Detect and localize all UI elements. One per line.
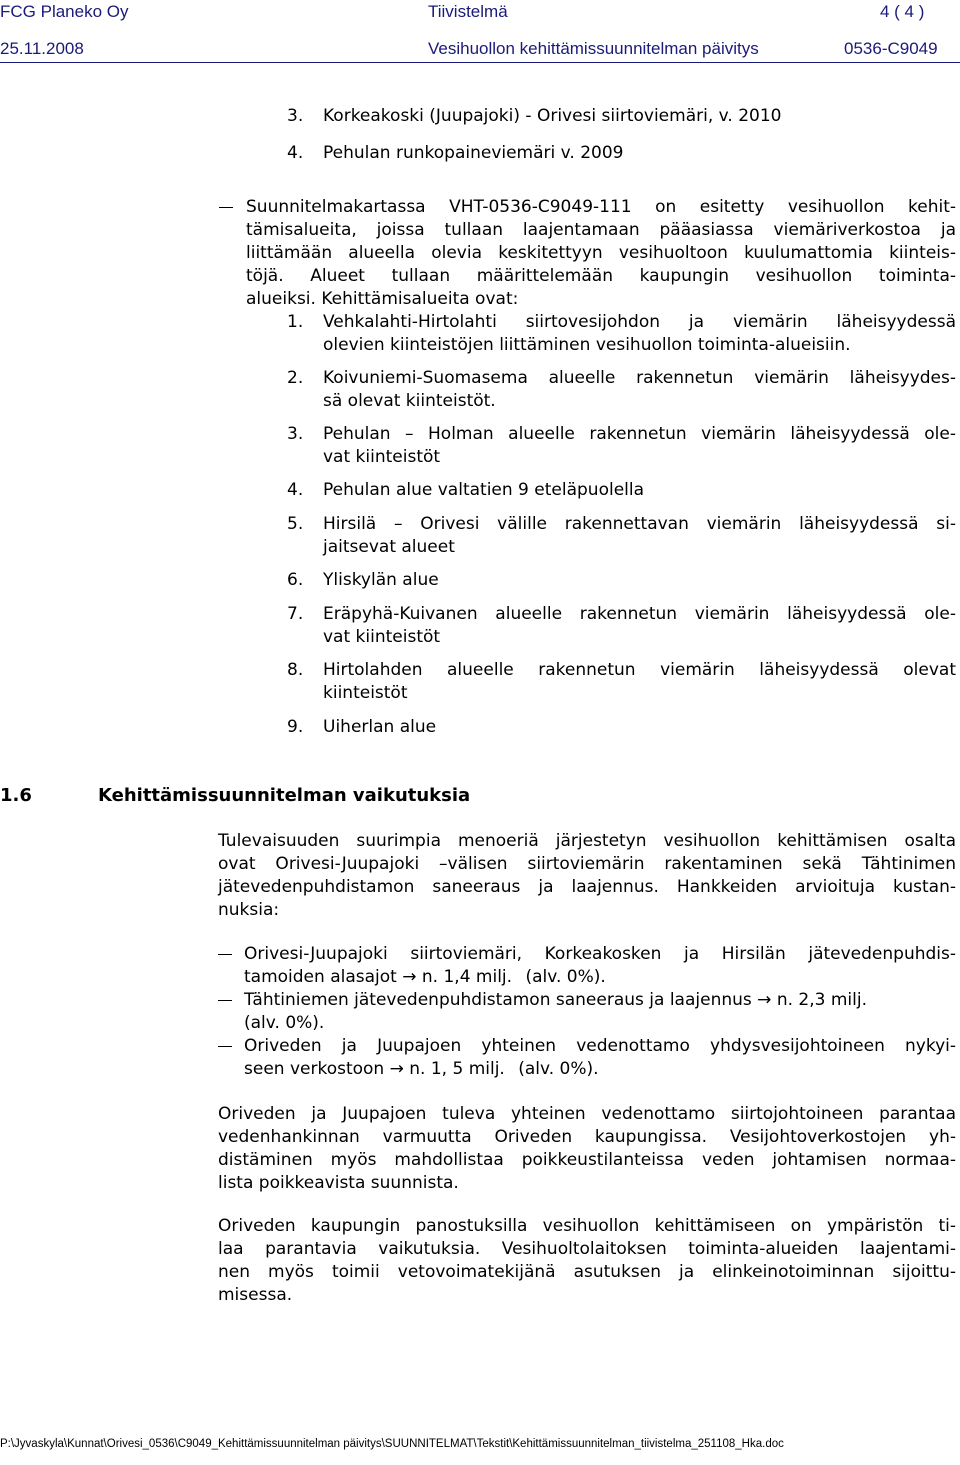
area-line: olevien kiinteistöjen liittäminen vesihuollon toiminta-alueisiin. [323, 335, 851, 355]
area-line: jaitsevat alueet [323, 537, 455, 557]
area-num: 6. [287, 570, 304, 590]
bullet-line: Suunnitelmakartassa VHT-0536-C9049-111 on esitetty vesihuollon kehit- [246, 197, 956, 217]
area-num: 7. [287, 604, 304, 624]
area-line: Vehkalahti-Hirtolahti siirtovesijohdon ja viemärin läheisyydessä [323, 312, 956, 332]
para2-line: distäminen myös mahdollistaa poikkeustilanteissa veden johtamisen normaa- [218, 1150, 956, 1170]
header-code: 0536-C9049 [844, 39, 938, 58]
area-line: Pehulan alue valtatien 9 eteläpuolella [323, 480, 645, 500]
area-line: Yliskylän alue [323, 570, 439, 590]
footer-file-path: P:\Jyvaskyla\Kunnat\Orivesi_0536\C9049_Kehittämissuunnitelman päivitys\SUUNNITELMAT\Tekstit\Kehittämissuunnitelman_tiivistelma_251108_Hka.doc [0, 1438, 784, 1450]
header-project: Vesihuollon kehittämissuunnitelman päivitys [428, 39, 759, 58]
cost-line: tamoiden alasajot → n. 1,4 milj. (alv. 0%). [244, 967, 606, 987]
para1-line: jätevedenpuhdistamon saneeraus ja laajennus. Hankkeiden arvioituja kustan- [218, 877, 956, 897]
area-line: kiinteistöt [323, 683, 408, 703]
right-arrow-icon: → [389, 1059, 404, 1079]
area-num: 4. [287, 480, 304, 500]
top-list-text: Korkeakoski (Juupajoki) - Orivesi siirtoviemäri, v. 2010 [323, 106, 782, 126]
top-list-num: 3. [287, 106, 304, 126]
dash-bullet-icon [219, 207, 233, 208]
cost-line: (alv. 0%). [244, 1013, 325, 1033]
bullet-line: tämisalueita, joissa tullaan laajentamaan pääasiassa viemäriverkostoa ja [246, 220, 956, 240]
cost-line: seen verkostoon → n. 1, 5 milj. (alv. 0%). [244, 1059, 599, 1079]
area-num: 9. [287, 717, 304, 737]
header-doc-type: Tiivistelmä [428, 2, 508, 21]
para3-line: laa parantavia vaikutuksia. Vesihuoltolaitoksen toiminta-alueiden laajentami- [218, 1239, 956, 1259]
para1-line: Tulevaisuuden suurimpia menoeriä järjestetyn vesihuollon kehittämisen osalta [218, 831, 956, 851]
header-date: 25.11.2008 [0, 39, 84, 58]
header-divider [0, 62, 960, 63]
area-line: Uiherlan alue [323, 717, 437, 737]
para3-line: misessa. [218, 1285, 293, 1305]
right-arrow-icon: → [402, 967, 417, 987]
para2-line: vedenhankinnan varmuutta Oriveden kaupungissa. Vesijohtoverkostojen yh- [218, 1127, 956, 1147]
para3-line: nen myös toimii vetovoimatekijänä asutuksen ja elinkeinotoiminnan sijoittu- [218, 1262, 956, 1282]
area-line: Hirsilä – Orivesi välille rakennettavan viemärin läheisyydessä si- [323, 514, 956, 534]
dash-bullet-icon [218, 1000, 232, 1001]
para1-line: nuksia: [218, 900, 280, 920]
para1-line: ovat Orivesi-Juupajoki –välisen siirtoviemärin rakentaminen sekä Tähtinimen [218, 854, 956, 874]
area-num: 8. [287, 660, 304, 680]
area-line: vat kiinteistöt [323, 627, 441, 647]
area-line: Koivuniemi-Suomasema alueelle rakennetun viemärin läheisyydes- [323, 368, 956, 388]
top-list-num: 4. [287, 143, 304, 163]
header-company: FCG Planeko Oy [0, 2, 129, 21]
area-line: Hirtolahden alueelle rakennetun viemärin läheisyydessä olevat [323, 660, 956, 680]
area-line: sä olevat kiinteistöt. [323, 391, 496, 411]
area-num: 5. [287, 514, 304, 534]
area-line: vat kiinteistöt [323, 447, 441, 467]
bullet-line: alueiksi. Kehittämisalueita ovat: [246, 289, 519, 309]
bullet-line: töjä. Alueet tullaan määrittelemään kaupungin vesihuollon toiminta- [246, 266, 956, 286]
cost-line: Tähtiniemen jätevedenpuhdistamon saneeraus ja laajennus → n. 2,3 milj. [244, 990, 867, 1010]
right-arrow-icon: → [757, 990, 772, 1010]
area-num: 3. [287, 424, 304, 444]
bullet-line: liittämään alueella olevia keskitettyyn vesihuoltoon kuulumattomia kiinteis- [246, 243, 956, 263]
section-number: 1.6 [0, 785, 32, 806]
dash-bullet-icon [218, 954, 232, 955]
para2-line: Oriveden ja Juupajoen tuleva yhteinen vedenottamo siirtojohtoineen parantaa [218, 1104, 956, 1124]
top-list-text: Pehulan runkopaineviemäri v. 2009 [323, 143, 624, 163]
cost-line: Orivesi-Juupajoki siirtoviemäri, Korkeakosken ja Hirsilän jätevedenpuhdis- [244, 944, 956, 964]
section-title: Kehittämissuunnitelman vaikutuksia [98, 785, 471, 806]
header-page-number: 4 ( 4 ) [880, 2, 925, 21]
cost-line: Oriveden ja Juupajoen yhteinen vedenottamo yhdysvesijohtoineen nykyi- [244, 1036, 956, 1056]
area-num: 2. [287, 368, 304, 388]
area-num: 1. [287, 312, 304, 332]
dash-bullet-icon [218, 1046, 232, 1047]
area-line: Eräpyhä-Kuivanen alueelle rakennetun viemärin läheisyydessä ole- [323, 604, 956, 624]
para3-line: Oriveden kaupungin panostuksilla vesihuollon kehittämiseen on ympäristön ti- [218, 1216, 956, 1236]
para2-line: lista poikkeavista suunnista. [218, 1173, 459, 1193]
area-line: Pehulan – Holman alueelle rakennetun viemärin läheisyydessä ole- [323, 424, 956, 444]
